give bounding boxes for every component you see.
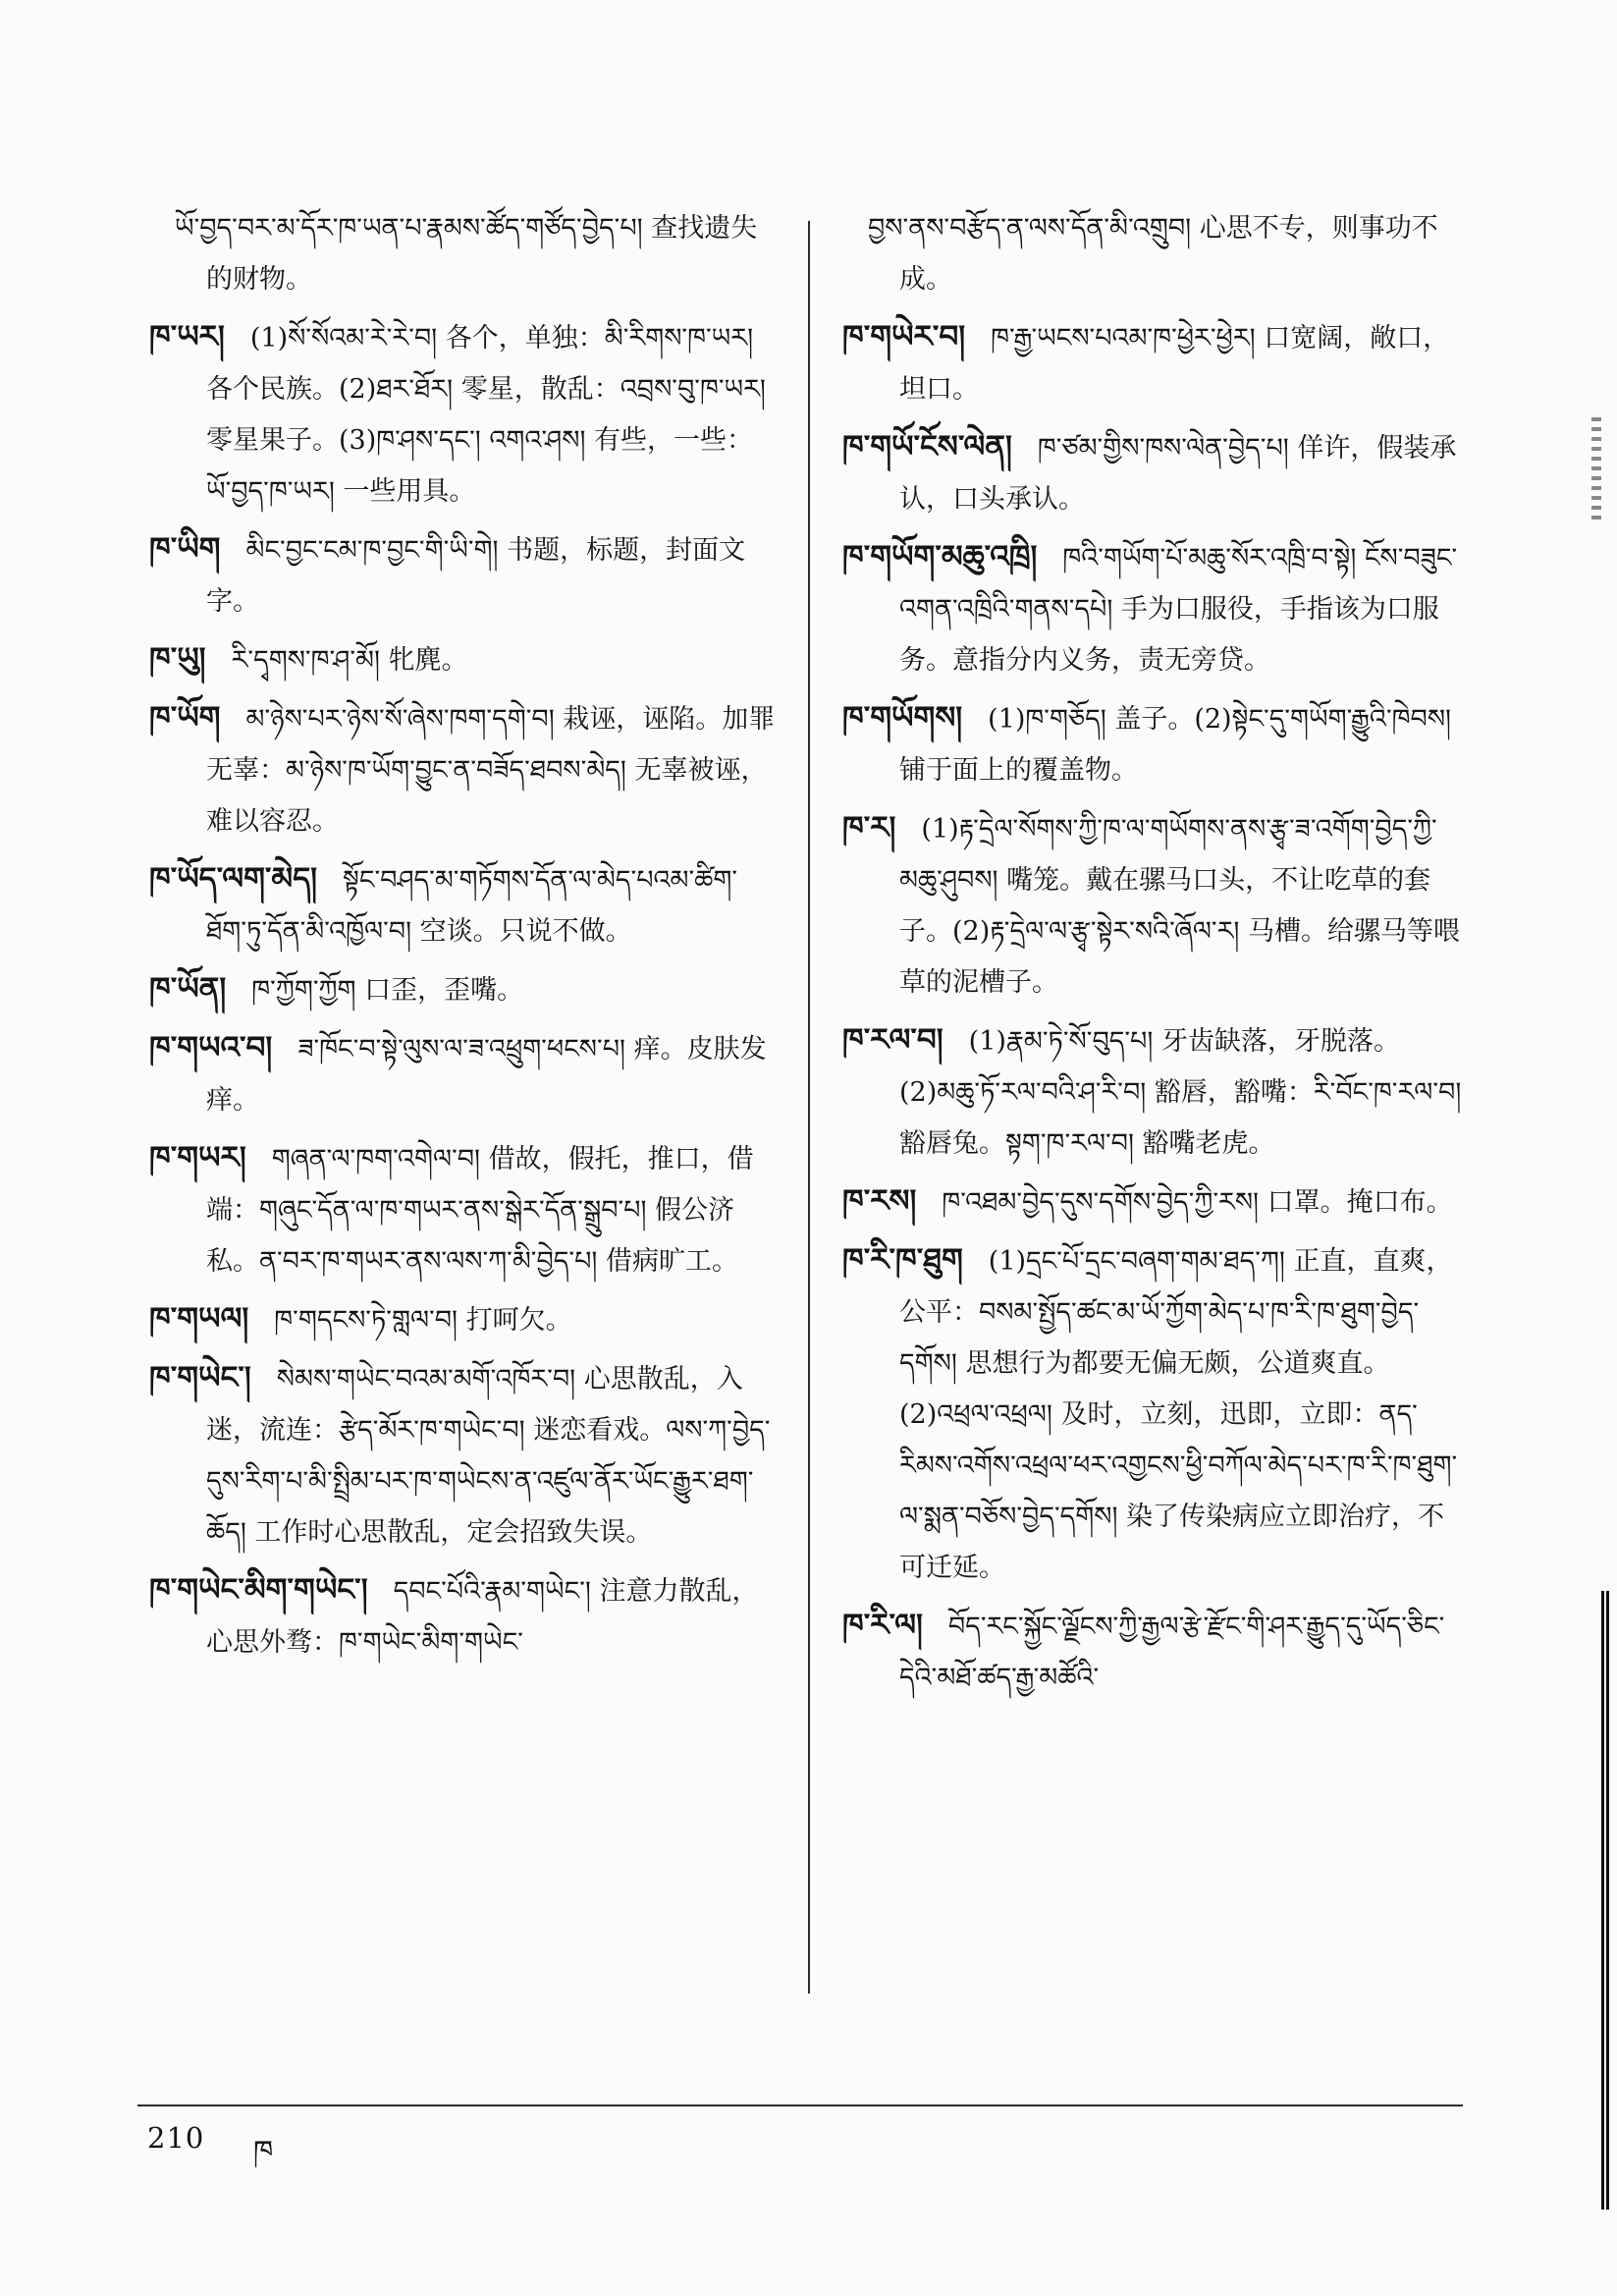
dictionary-entry [842, 692, 1471, 796]
entry-body: (1)སོ་སོའམ་རེ་རེ་བ། 各个，单独：མི་རིགས་ཁ་ཡར། 各个民族。(2)ཐར་ཐོར། 零星，散乱：འབྲས་བུ་ཁ་ཡར། 零星果子。(3)ཁ་ཤས་དང་། འགའ་ཤས། 有些，一些：ཡོ་བྱད་ཁ་ཡར། 一些用具。 [206, 323, 766, 507]
entry-body: བོད་རང་སྐྱོང་ལྗོངས་ཀྱི་རྒྱལ་རྩེ་རྫོང་གི་ཤར་རྒྱུད་དུ་ཡོད་ཅིང་དེའི་མཐོ་ཚད་རྒྱ་མཚོའི་ [899, 1612, 1445, 1693]
headword: ཁ་གཡོ་ངོས་ལེན། [842, 429, 1012, 465]
margin-scan-edge [1601, 1591, 1611, 2210]
entry-body: ཁའི་གཡོག་པོ་མཆུ་སོར་འཁྲི་བ་སྟེ། ངོས་བཟུང་འགན་འཁྲིའི་གནས་དཔེ། 手为口服役，手指该为口服务。意指分内义务，责无旁贷。 [899, 543, 1458, 676]
margin-scan-mark [1591, 417, 1601, 525]
page-number: 210 [147, 2121, 205, 2155]
headword: ཁ་གཡའ་བ། [149, 1030, 273, 1066]
entry-body: (1)ཁ་གཅོད། 盖子。(2)སྟེང་དུ་གཡོག་རྒྱུའི་ཁེབས། 铺于面上的覆盖物。 [899, 704, 1452, 786]
dictionary-entry [842, 311, 1471, 415]
entry-body: ཁ་འཐམ་བྱེད་དུས་དགོས་བྱེད་ཀྱི་རས། 口罩。掩口布。 [942, 1187, 1453, 1218]
headword: ཁ་རལ་བ། [842, 1022, 943, 1058]
headword: ཁ་གཡོག་མཆུ་འཁྲི། [842, 539, 1038, 574]
headword: ཁ་གཡོགས། [842, 700, 963, 736]
dictionary-entry [842, 802, 1471, 1009]
dictionary-entry [149, 853, 778, 957]
entry-body: (1)རྣམ་ཏེ་སོ་བུད་པ། 牙齿缺落，牙脱落。(2)མཆུ་ཏོ་རལ་བའི་ཤ་རི་བ། 豁唇，豁嘴：རི་བོང་ཁ་རལ་བ། 豁唇兔。སྟག་ཁ་རལ་བ། 豁嘴老虎。 [899, 1026, 1462, 1159]
column-divider [808, 221, 810, 1994]
entry-body: ཁ་གདངས་ཏེ་གླལ་བ། 打呵欠。 [274, 1305, 572, 1336]
dictionary-entry [149, 633, 778, 686]
headword: ཁ་གཡེང་། [149, 1360, 251, 1395]
headword: ཁ་གཡར། [149, 1140, 246, 1175]
dictionary-entry [149, 692, 778, 847]
dictionary-entry [842, 421, 1471, 525]
entry-body: ཁ་ཙམ་གྱིས་ཁས་ལེན་བྱེད་པ། 佯许，假装承认，口头承认。 [899, 433, 1457, 515]
left-column [149, 201, 778, 1998]
headword: ཁ་ཡར། [149, 319, 225, 355]
entry-body: (1)རྟ་དྲེལ་སོགས་ཀྱི་ཁ་ལ་གཡོགས་ནས་རྩྭ་ཟ་འགོག་བྱེད་ཀྱི་མཆུ་ཤུབས། 嘴笼。戴在骡马口头，不让吃草的套子。(2)རྟ་དྲེལ་ལ་རྩྭ་སྟེར་སའི་ཞོལ་ར། 马槽。给骡马等喂草的泥槽子。 [899, 814, 1460, 998]
entry-body: རི་དྭགས་ཁ་ཤ་མོ། 牝麂。 [231, 645, 468, 676]
dictionary-entry [149, 963, 778, 1016]
dictionary-entry [149, 523, 778, 628]
dictionary-entry [842, 1175, 1471, 1229]
dictionary-entry [842, 1014, 1471, 1170]
headword: ཁ་ཡོག [149, 700, 221, 736]
headword: ཁ་གཡེང་མིག་གཡེང་། [149, 1572, 368, 1608]
entry-body: སྟོང་བཤད་མ་གཏོགས་དོན་ལ་མེད་པའམ་ཚིག་ཐོག་ཏུ་དོན་མི་འཁྱོལ་བ། 空谈。只说不做。 [206, 865, 738, 947]
entry-body: ཟ་ཁོང་བ་སྟེ་ལུས་ལ་ཟ་འཕྲུག་ཕངས་པ། 痒。皮肤发痒。 [206, 1034, 767, 1116]
headword: ཁ་ཡིག [149, 531, 221, 567]
dictionary-entry [149, 1293, 778, 1346]
dictionary-entry [149, 1352, 778, 1558]
dictionary-entry [842, 1600, 1471, 1704]
dictionary-entry [842, 1234, 1471, 1594]
entry-body: མ་ཉེས་པར་ཉེས་སོ་ཞེས་ཁག་དགེ་བ། 栽诬，诬陷。加罪无辜：མ་ཉེས་ཁ་ཡོག་བྱུང་ན་བཟོད་ཐབས་མེད། 无辜被诬，难以容忍。 [206, 704, 776, 837]
entry-body: ཁ་རྒྱ་ཡངས་པའམ་ཁ་ཕྱེར་ཕྱེར། 口宽阔，敞口，坦口。 [899, 323, 1450, 405]
dictionary-entry [149, 1132, 778, 1287]
headword: ཁ་རི་ཁ་ཐུག [842, 1242, 963, 1278]
dictionary-entry [149, 1022, 778, 1126]
footer-rule [137, 2105, 1463, 2106]
headword: ཁ་ར། [842, 810, 896, 846]
section-letter: ཁ [253, 2134, 274, 2167]
entry-body: བྱས་ནས་བརྩོད་ན་ལས་དོན་མི་འགྲུབ། 心思不专，则事功不成。 [868, 213, 1438, 295]
entry-body: སེམས་གཡེང་བའམ་མགོ་འཁོར་བ། 心思散乱，入迷，流连：རྩེད་མོར་ཁ་གཡེང་བ། 迷恋看戏。ལས་ཀ་བྱེད་དུས་རིག་པ་མི་སྤྲིམ་པར་ཁ་གཡེངས་ན་འཛུལ་ནོར་ཡོང་རྒྱུར་ཐག་ཆོད། 工作时心思散乱，定会招致失误。 [206, 1364, 771, 1548]
entry-body: གཞན་ལ་ཁག་འགེལ་བ། 借故，假托，推口，借端：གཞུང་དོན་ལ་ཁ་གཡར་ནས་སྒེར་དོན་སྒྲུབ་པ། 假公济私。ན་བར་ཁ་གཡར་ནས་ལས་ཀ་མི་བྱེད་པ། 借病旷工。 [206, 1144, 754, 1277]
headword: ཁ་ཡོན། [149, 971, 227, 1007]
dictionary-entry [149, 201, 778, 305]
headword: ཁ་ཡོད་ལག་མེད། [149, 861, 318, 897]
headword: ཁ་གཡེར་བ། [842, 319, 966, 355]
dictionary-entry [149, 1564, 778, 1668]
headword: ཁ་གཡལ། [149, 1301, 249, 1337]
right-column [842, 201, 1471, 1998]
entry-body: དབང་པོའི་རྣམ་གཡེང་། 注意力散乱，心思外骛：ཁ་གཡེང་མིག་གཡེང་ [206, 1576, 759, 1658]
dictionary-entry [842, 531, 1471, 686]
entry-body: ཁ་ཀྱོག་ཀྱོག 口歪，歪嘴。 [251, 975, 524, 1006]
headword: ཁ་ཡུ། [149, 641, 206, 677]
headword: ཁ་རས། [842, 1183, 917, 1219]
headword: ཁ་རི་ལ། [842, 1608, 923, 1643]
entry-body: (1)དྲང་པོ་དྲང་བཞག་གམ་ཐད་ཀ། 正直，直爽，公平：བསམ་སྤྱོད་ཚང་མ་ཡོ་ཀྱོག་མེད་པ་ཁ་རི་ཁ་ཐུག་བྱེད་དགོས། 思想行为都要无偏无颇，公道爽直。(2)འཕྲལ་འཕྲལ། 及时，立刻，迅即，立即：ནད་རིམས་འགོས་འཕྲལ་ཕར་འགྱངས་ཕྱི་བཀོལ་མེད་པར་ཁ་རི་ཁ་ཐུག་ལ་སྨན་བཅོས་བྱེད་དགོས། 染了传染病应立即治疗，不可迁延。 [899, 1246, 1458, 1583]
entry-body: མིང་བྱང་ངམ་ཁ་བྱང་གི་ཡི་གེ། 书题，标题，封面文字。 [206, 535, 746, 617]
entry-body: ཡོ་བྱད་བར་མ་དོར་ཁ་ཡན་པ་རྣམས་ཚོད་གཙོད་བྱེད་པ། 查找遗失的财物。 [175, 213, 758, 295]
dictionary-entry [149, 311, 778, 518]
dictionary-entry [842, 201, 1471, 305]
